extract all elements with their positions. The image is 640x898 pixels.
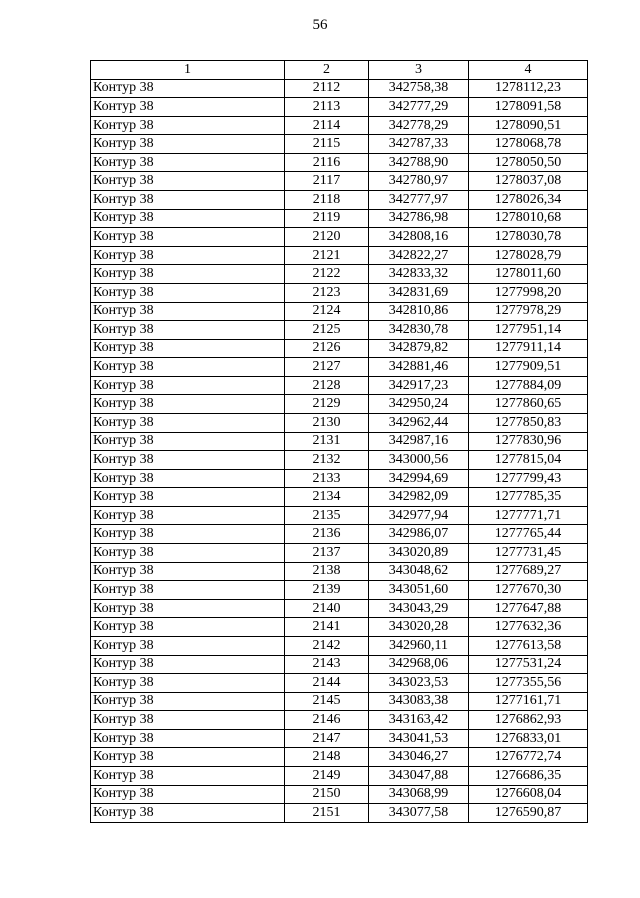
point-number-cell: 2124 — [285, 302, 369, 321]
point-number-cell: 2145 — [285, 692, 369, 711]
point-number-cell: 2146 — [285, 711, 369, 730]
y-coordinate-cell: 1277531,24 — [469, 655, 588, 674]
y-coordinate-cell: 1277670,30 — [469, 581, 588, 600]
contour-name-cell: Контур 38 — [91, 98, 285, 117]
contour-name-cell: Контур 38 — [91, 376, 285, 395]
point-number-cell: 2121 — [285, 246, 369, 265]
point-number-cell: 2126 — [285, 339, 369, 358]
header-cell-3: 3 — [369, 61, 469, 80]
y-coordinate-cell: 1278112,23 — [469, 79, 588, 98]
point-number-cell: 2114 — [285, 116, 369, 135]
page-number: 56 — [312, 17, 328, 33]
y-coordinate-cell: 1277860,65 — [469, 395, 588, 414]
table-row — [91, 469, 588, 488]
point-number-cell: 2141 — [285, 618, 369, 637]
header-cell-4: 4 — [469, 61, 588, 80]
contour-name-cell: Контур 38 — [91, 358, 285, 377]
header-cell-1: 1 — [91, 61, 285, 80]
y-coordinate-cell: 1276686,35 — [469, 766, 588, 785]
contour-name-cell: Контур 38 — [91, 804, 285, 823]
table-row — [91, 172, 588, 191]
point-number-cell: 2117 — [285, 172, 369, 191]
contour-name-cell: Контур 38 — [91, 283, 285, 302]
y-coordinate-cell: 1277815,04 — [469, 451, 588, 470]
contour-name-cell: Контур 38 — [91, 413, 285, 432]
x-coordinate-cell: 342917,23 — [369, 376, 469, 395]
table-row — [91, 711, 588, 730]
contour-name-cell: Контур 38 — [91, 191, 285, 210]
x-coordinate-cell: 342786,98 — [369, 209, 469, 228]
contour-name-cell: Контур 38 — [91, 544, 285, 563]
y-coordinate-cell: 1277799,43 — [469, 469, 588, 488]
y-coordinate-cell: 1278011,60 — [469, 265, 588, 284]
contour-name-cell: Контур 38 — [91, 302, 285, 321]
table-row — [91, 116, 588, 135]
x-coordinate-cell: 342960,11 — [369, 636, 469, 655]
y-coordinate-cell: 1276590,87 — [469, 804, 588, 823]
contour-name-cell: Контур 38 — [91, 785, 285, 804]
table-row — [91, 655, 588, 674]
table-row — [91, 692, 588, 711]
y-coordinate-cell: 1277951,14 — [469, 321, 588, 340]
point-number-cell: 2132 — [285, 451, 369, 470]
contour-name-cell: Контур 38 — [91, 321, 285, 340]
contour-name-cell: Контур 38 — [91, 581, 285, 600]
table-row — [91, 562, 588, 581]
contour-name-cell: Контур 38 — [91, 135, 285, 154]
table-row — [91, 488, 588, 507]
y-coordinate-cell: 1276862,93 — [469, 711, 588, 730]
point-number-cell: 2115 — [285, 135, 369, 154]
contour-name-cell: Контур 38 — [91, 246, 285, 265]
table-row — [91, 618, 588, 637]
point-number-cell: 2123 — [285, 283, 369, 302]
point-number-cell: 2135 — [285, 506, 369, 525]
contour-name-cell: Контур 38 — [91, 506, 285, 525]
y-coordinate-cell: 1277978,29 — [469, 302, 588, 321]
x-coordinate-cell: 343077,58 — [369, 804, 469, 823]
point-number-cell: 2149 — [285, 766, 369, 785]
x-coordinate-cell: 342950,24 — [369, 395, 469, 414]
contour-name-cell: Контур 38 — [91, 228, 285, 247]
table-row — [91, 766, 588, 785]
y-coordinate-cell: 1277647,88 — [469, 599, 588, 618]
table-row — [91, 804, 588, 823]
contour-name-cell: Контур 38 — [91, 469, 285, 488]
y-coordinate-cell: 1277909,51 — [469, 358, 588, 377]
contour-name-cell: Контур 38 — [91, 674, 285, 693]
table-row — [91, 636, 588, 655]
contour-name-cell: Контур 38 — [91, 618, 285, 637]
point-number-cell: 2120 — [285, 228, 369, 247]
y-coordinate-cell: 1277689,27 — [469, 562, 588, 581]
y-coordinate-cell: 1278030,78 — [469, 228, 588, 247]
x-coordinate-cell: 342777,29 — [369, 98, 469, 117]
x-coordinate-cell: 342780,97 — [369, 172, 469, 191]
point-number-cell: 2128 — [285, 376, 369, 395]
contour-name-cell: Контур 38 — [91, 636, 285, 655]
x-coordinate-cell: 343020,28 — [369, 618, 469, 637]
y-coordinate-cell: 1277884,09 — [469, 376, 588, 395]
point-number-cell: 2122 — [285, 265, 369, 284]
point-number-cell: 2139 — [285, 581, 369, 600]
x-coordinate-cell: 342833,32 — [369, 265, 469, 284]
header-cell-2: 2 — [285, 61, 369, 80]
point-number-cell: 2151 — [285, 804, 369, 823]
table-row — [91, 153, 588, 172]
y-coordinate-cell: 1277161,71 — [469, 692, 588, 711]
point-number-cell: 2144 — [285, 674, 369, 693]
table-row — [91, 228, 588, 247]
header-row — [91, 61, 588, 80]
point-number-cell: 2127 — [285, 358, 369, 377]
x-coordinate-cell: 342881,46 — [369, 358, 469, 377]
x-coordinate-cell: 343041,53 — [369, 729, 469, 748]
point-number-cell: 2125 — [285, 321, 369, 340]
table-row — [91, 413, 588, 432]
coordinates-table — [90, 60, 588, 823]
x-coordinate-cell: 342879,82 — [369, 339, 469, 358]
point-number-cell: 2140 — [285, 599, 369, 618]
x-coordinate-cell: 343047,88 — [369, 766, 469, 785]
table-row — [91, 339, 588, 358]
x-coordinate-cell: 342810,86 — [369, 302, 469, 321]
y-coordinate-cell: 1277613,58 — [469, 636, 588, 655]
x-coordinate-cell: 343163,42 — [369, 711, 469, 730]
x-coordinate-cell: 342994,69 — [369, 469, 469, 488]
contour-name-cell: Контур 38 — [91, 525, 285, 544]
x-coordinate-cell: 342777,97 — [369, 191, 469, 210]
table-row — [91, 283, 588, 302]
contour-name-cell: Контур 38 — [91, 265, 285, 284]
contour-name-cell: Контур 38 — [91, 655, 285, 674]
x-coordinate-cell: 343043,29 — [369, 599, 469, 618]
x-coordinate-cell: 343020,89 — [369, 544, 469, 563]
y-coordinate-cell: 1278037,08 — [469, 172, 588, 191]
table-row — [91, 358, 588, 377]
y-coordinate-cell: 1277785,35 — [469, 488, 588, 507]
table-row — [91, 785, 588, 804]
point-number-cell: 2143 — [285, 655, 369, 674]
table-header — [91, 61, 588, 80]
table-row — [91, 748, 588, 767]
y-coordinate-cell: 1277771,71 — [469, 506, 588, 525]
y-coordinate-cell: 1277998,20 — [469, 283, 588, 302]
y-coordinate-cell: 1278068,78 — [469, 135, 588, 154]
y-coordinate-cell: 1276772,74 — [469, 748, 588, 767]
y-coordinate-cell: 1278010,68 — [469, 209, 588, 228]
table-row — [91, 246, 588, 265]
y-coordinate-cell: 1277355,56 — [469, 674, 588, 693]
x-coordinate-cell: 343083,38 — [369, 692, 469, 711]
table-row — [91, 395, 588, 414]
y-coordinate-cell: 1277632,36 — [469, 618, 588, 637]
point-number-cell: 2150 — [285, 785, 369, 804]
y-coordinate-cell: 1277765,44 — [469, 525, 588, 544]
contour-name-cell: Контур 38 — [91, 729, 285, 748]
contour-name-cell: Контур 38 — [91, 748, 285, 767]
contour-name-cell: Контур 38 — [91, 172, 285, 191]
contour-name-cell: Контур 38 — [91, 488, 285, 507]
point-number-cell: 2118 — [285, 191, 369, 210]
contour-name-cell: Контур 38 — [91, 692, 285, 711]
y-coordinate-cell: 1276833,01 — [469, 729, 588, 748]
table-row — [91, 506, 588, 525]
x-coordinate-cell: 342831,69 — [369, 283, 469, 302]
point-number-cell: 2112 — [285, 79, 369, 98]
point-number-cell: 2147 — [285, 729, 369, 748]
y-coordinate-cell: 1278028,79 — [469, 246, 588, 265]
contour-name-cell: Контур 38 — [91, 599, 285, 618]
table-row — [91, 432, 588, 451]
table-row — [91, 98, 588, 117]
point-number-cell: 2133 — [285, 469, 369, 488]
contour-name-cell: Контур 38 — [91, 711, 285, 730]
table-row — [91, 729, 588, 748]
table-row — [91, 265, 588, 284]
contour-name-cell: Контур 38 — [91, 339, 285, 358]
point-number-cell: 2116 — [285, 153, 369, 172]
y-coordinate-cell: 1278091,58 — [469, 98, 588, 117]
x-coordinate-cell: 342987,16 — [369, 432, 469, 451]
y-coordinate-cell: 1278090,51 — [469, 116, 588, 135]
x-coordinate-cell: 342986,07 — [369, 525, 469, 544]
x-coordinate-cell: 343046,27 — [369, 748, 469, 767]
y-coordinate-cell: 1277911,14 — [469, 339, 588, 358]
x-coordinate-cell: 342758,38 — [369, 79, 469, 98]
table-row — [91, 525, 588, 544]
x-coordinate-cell: 343051,60 — [369, 581, 469, 600]
table-row — [91, 302, 588, 321]
table-row — [91, 674, 588, 693]
x-coordinate-cell: 342788,90 — [369, 153, 469, 172]
point-number-cell: 2142 — [285, 636, 369, 655]
point-number-cell: 2136 — [285, 525, 369, 544]
contour-name-cell: Контур 38 — [91, 432, 285, 451]
table-row — [91, 376, 588, 395]
x-coordinate-cell: 343048,62 — [369, 562, 469, 581]
x-coordinate-cell: 342787,33 — [369, 135, 469, 154]
contour-name-cell: Контур 38 — [91, 451, 285, 470]
x-coordinate-cell: 342982,09 — [369, 488, 469, 507]
table-row — [91, 209, 588, 228]
table-row — [91, 135, 588, 154]
x-coordinate-cell: 343000,56 — [369, 451, 469, 470]
table-row — [91, 544, 588, 563]
x-coordinate-cell: 342977,94 — [369, 506, 469, 525]
table-body — [91, 79, 588, 822]
contour-name-cell: Контур 38 — [91, 562, 285, 581]
point-number-cell: 2148 — [285, 748, 369, 767]
x-coordinate-cell: 343023,53 — [369, 674, 469, 693]
x-coordinate-cell: 342962,44 — [369, 413, 469, 432]
y-coordinate-cell: 1277731,45 — [469, 544, 588, 563]
table-row — [91, 451, 588, 470]
x-coordinate-cell: 343068,99 — [369, 785, 469, 804]
point-number-cell: 2138 — [285, 562, 369, 581]
contour-name-cell: Контур 38 — [91, 766, 285, 785]
point-number-cell: 2129 — [285, 395, 369, 414]
y-coordinate-cell: 1277850,83 — [469, 413, 588, 432]
contour-name-cell: Контур 38 — [91, 79, 285, 98]
table-row — [91, 79, 588, 98]
point-number-cell: 2113 — [285, 98, 369, 117]
table-row — [91, 191, 588, 210]
contour-name-cell: Контур 38 — [91, 209, 285, 228]
y-coordinate-cell: 1278026,34 — [469, 191, 588, 210]
x-coordinate-cell: 342822,27 — [369, 246, 469, 265]
contour-name-cell: Контур 38 — [91, 116, 285, 135]
point-number-cell: 2137 — [285, 544, 369, 563]
point-number-cell: 2130 — [285, 413, 369, 432]
point-number-cell: 2131 — [285, 432, 369, 451]
table-row — [91, 599, 588, 618]
x-coordinate-cell: 342830,78 — [369, 321, 469, 340]
y-coordinate-cell: 1278050,50 — [469, 153, 588, 172]
x-coordinate-cell: 342808,16 — [369, 228, 469, 247]
contour-name-cell: Контур 38 — [91, 395, 285, 414]
point-number-cell: 2119 — [285, 209, 369, 228]
y-coordinate-cell: 1276608,04 — [469, 785, 588, 804]
x-coordinate-cell: 342778,29 — [369, 116, 469, 135]
table-row — [91, 581, 588, 600]
table-row — [91, 321, 588, 340]
x-coordinate-cell: 342968,06 — [369, 655, 469, 674]
point-number-cell: 2134 — [285, 488, 369, 507]
y-coordinate-cell: 1277830,96 — [469, 432, 588, 451]
contour-name-cell: Контур 38 — [91, 153, 285, 172]
